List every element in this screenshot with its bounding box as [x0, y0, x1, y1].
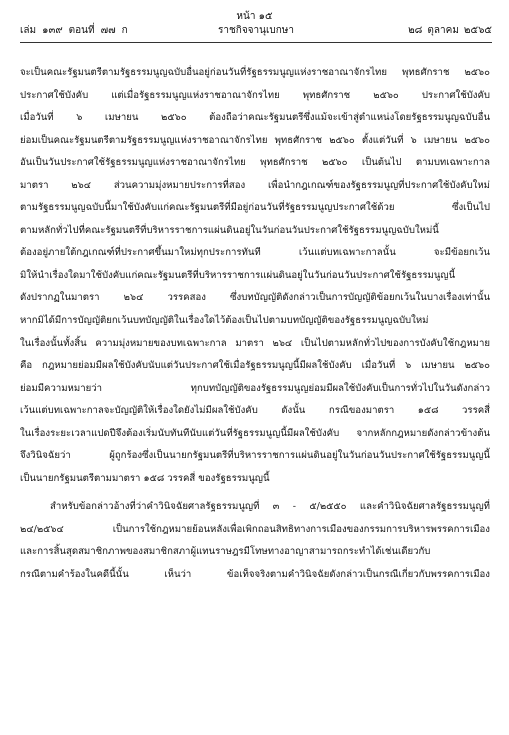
- text-line: ในเรื่องนั้นทั้งสิ้น ความมุ่งหมายของบทเฉพาะกาล มาตรา ๒๖๔ เป็นไปตามหลักทั่วไปของการบังคับใช้กฎหมาย: [20, 337, 490, 349]
- text-line: มิให้นำเรื่องใดมาใช้บังคับแก่คณะรัฐมนตรีที่บริหารราชการแผ่นดินอยู่ในวันก่อนวันประกาศใช้รัฐธรรมนูญนี้: [20, 269, 456, 281]
- document-body: [20, 62, 490, 587]
- text-line: เป็นนายกรัฐมนตรีตามมาตรา ๑๕๘ วรรคสี่ ของรัฐธรรมนูญนี้: [20, 472, 270, 484]
- paragraph-2: [20, 496, 490, 586]
- publication-title: ราชกิจจานุเบกษา: [217, 25, 295, 36]
- gazette-header: [20, 24, 492, 38]
- volume-label: เล่ม: [20, 25, 37, 36]
- text-line: ย่อมเป็นคณะรัฐมนตรีตามรัฐธรรมนูญแห่งราชอาณาจักรไทย พุทธศักราช ๒๕๖๐ ตั้งแต่วันที่ ๖ เมษายน ๒๕๖๐: [20, 134, 490, 146]
- text-line: คือ กฎหมายย่อมมีผลใช้บังคับนับแต่วันประกาศใช้เมื่อรัฐธรรมนูญนี้มีผลใช้บังคับ เมื่อวันที่ ๖ เมษายน ๒๕๖๐: [20, 360, 490, 372]
- header-divider: [20, 42, 492, 43]
- text-line: ดังปรากฏในมาตรา ๒๖๔ วรรคสอง ซึ่งบทบัญญัติดังกล่าวเป็นการบัญญัติข้อยกเว้นในบางเรื่องเท่านั้น: [20, 292, 490, 304]
- part-label: ตอนที่: [68, 25, 95, 36]
- paragraph-1: [20, 62, 490, 490]
- text-line: ย่อมมีความหมายว่า ทุกบทบัญญัติของรัฐธรรมนูญย่อมมีผลใช้บังคับเป็นการทั่วไปในวันดังกล่าว: [20, 382, 490, 394]
- text-line: หากมิได้มีการบัญญัติยกเว้นบทบัญญัติในเรื่องใดไว้ต้องเป็นไปตามบทบัญญัติของรัฐธรรมนูญฉบับใหม่: [20, 315, 429, 327]
- date-month: ตุลาคม: [427, 25, 459, 36]
- part-number: ๗๗: [100, 25, 116, 36]
- text-line: ต้องอยู่ภายใต้กฎเกณฑ์ที่ประกาศขึ้นมาใหม่ทุกประการทันที เว้นแต่บทเฉพาะกาลนั้น จะมีข้อยกเว้น: [20, 247, 490, 259]
- text-line: ๒๔/๒๕๖๔ เป็นการใช้กฎหมายย้อนหลังเพื่อเพิกถอนสิทธิทางการเมืองของกรรมการบริหารพรรคการเมือง: [20, 523, 490, 535]
- text-line: และการสิ้นสุดสมาชิกภาพของสมาชิกสภาผู้แทนราษฎรมีโทษทางอาญาสามารถกระทำได้เช่นเดียวกับ: [20, 546, 431, 558]
- text-line: กรณีตามคำร้องในคดีนี้นั้น เห็นว่า ข้อเท็จจริงตามคำวินิจฉัยดังกล่าวเป็นกรณีเกี่ยวกับพรรคการเมือง: [20, 569, 490, 581]
- text-line: สำหรับข้อกล่าวอ้างที่ว่าคำวินิจฉัยศาลรัฐธรรมนูญที่ ๓ - ๕/๒๕๕๐ และคำวินิจฉัยศาลรัฐธรรมนูญที่: [50, 501, 490, 513]
- text-line: เว้นแต่บทเฉพาะกาลจะบัญญัติให้เรื่องใดยังไม่มีผลใช้บังคับ ดังนั้น กรณีของมาตรา ๑๕๘ วรรคสี่: [20, 405, 490, 417]
- text-line: อันเป็นวันประกาศใช้รัฐธรรมนูญแห่งราชอาณาจักรไทย พุทธศักราช ๒๕๖๐ เป็นต้นไป ตามบทเฉพาะกาล: [20, 157, 490, 169]
- issue-date: [403, 24, 492, 38]
- page-number: หน้า ๑๕: [236, 11, 273, 22]
- text-line: จะเป็นคณะรัฐมนตรีตามรัฐธรรมนูญฉบับอื่นอยู่ก่อนวันที่รัฐธรรมนูญแห่งราชอาณาจักรไทย พุทธศักราช ๒๕๖๐: [20, 67, 490, 78]
- text-line: ตามหลักทั่วไปที่คณะรัฐมนตรีที่บริหารราชการแผ่นดินอยู่ในวันก่อนวันประกาศใช้รัฐธรรมนูญฉบับใหม่นี้: [20, 224, 439, 236]
- text-line: ประกาศใช้บังคับ แต่เมื่อรัฐธรรมนูญแห่งราชอาณาจักรไทย พุทธศักราช ๒๕๖๐ ประกาศใช้บังคับ: [20, 89, 490, 101]
- date-day: ๒๘: [408, 25, 423, 36]
- text-line: เมื่อวันที่ ๖ เมษายน ๒๕๖๐ ต้องถือว่าคณะรัฐมนตรีซึ่งแม้จะเข้าสู่ตำแหน่งโดยรัฐธรรมนูญฉบับอื่น: [20, 112, 490, 124]
- date-year: ๒๕๖๕: [463, 25, 492, 36]
- section-letter: ก: [121, 25, 128, 36]
- volume-number: ๑๓๙: [42, 25, 63, 36]
- text-line: มาตรา ๒๖๔ ส่วนความมุ่งหมายประการที่สอง เพื่อนำกฎเกณฑ์ของรัฐธรรมนูญที่ประกาศใช้บังคับใหม่: [20, 179, 490, 191]
- text-line: ตามรัฐธรรมนูญฉบับนี้มาใช้บังคับแก่คณะรัฐมนตรีที่มีอยู่ก่อนวันที่รัฐธรรมนูญประกาศใช้ด้วย ซึ่งเป็นไป: [20, 202, 490, 214]
- text-line: จึงวินิจฉัยว่า ผู้ถูกร้องซึ่งเป็นนายกรัฐมนตรีที่บริหารราชการแผ่นดินอยู่ในวันก่อนวันประกาศใช้รัฐธรรมนูญนี้: [20, 450, 490, 462]
- text-line: ในเรื่องระยะเวลาแปดปีจึงต้องเริ่มนับทันทีนับแต่วันที่รัฐธรรมนูญนี้มีผลใช้บังคับ จากหลักกฎหมายดังกล่าวข้างต้น: [20, 427, 490, 439]
